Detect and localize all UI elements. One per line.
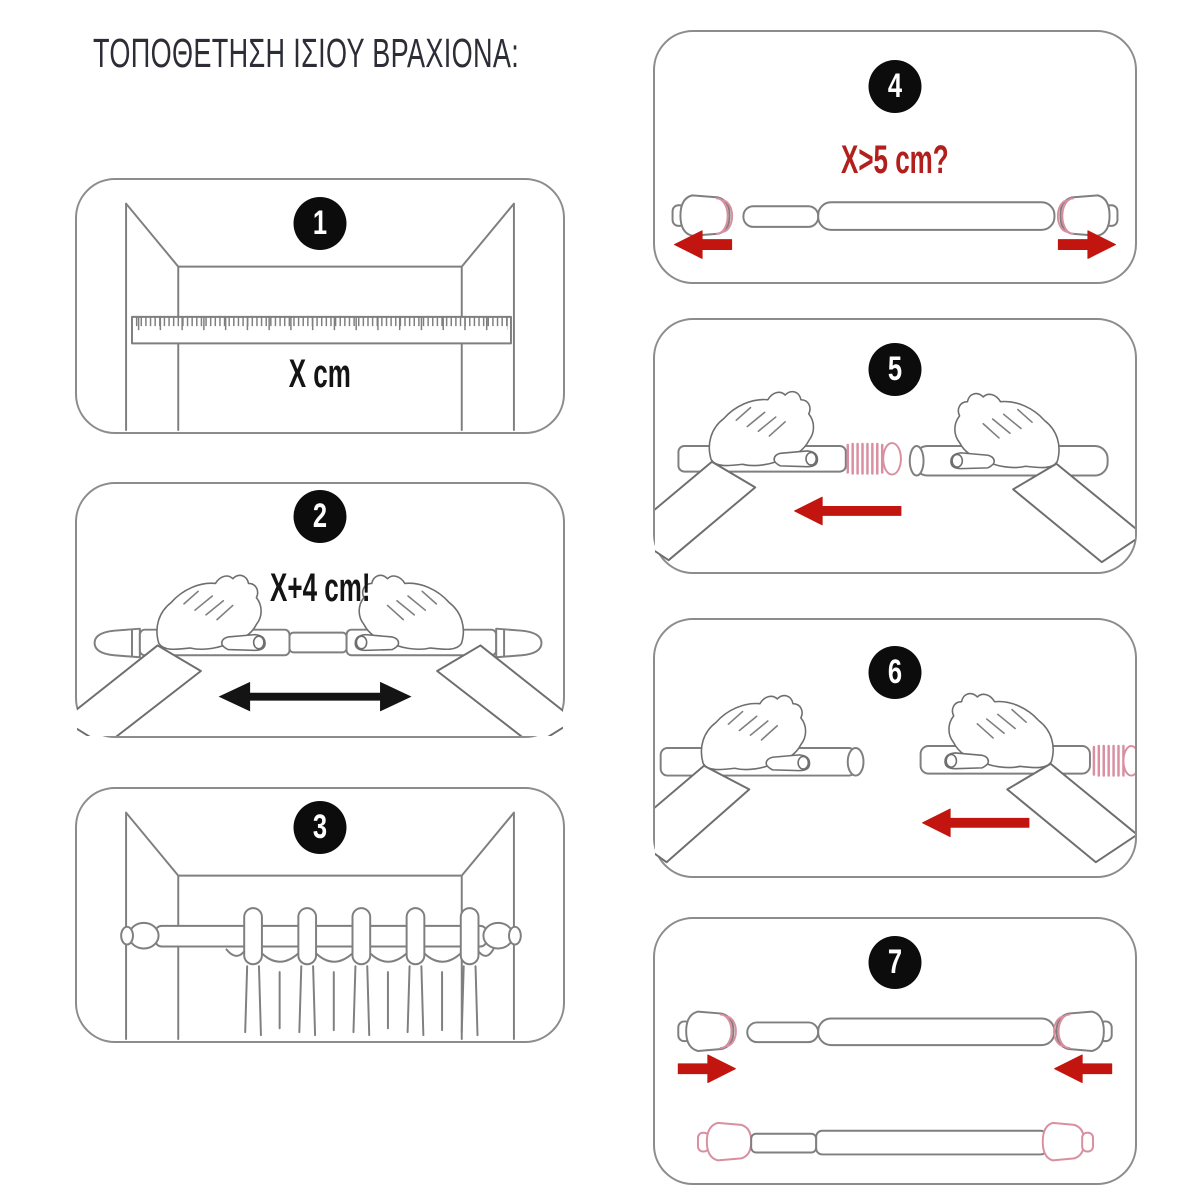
right-arm (1013, 464, 1135, 562)
step-panel-6 (653, 618, 1137, 878)
curtain-loop (298, 908, 316, 964)
curtain-loop (407, 908, 425, 964)
step-number-badge: 1 (294, 197, 347, 250)
step-panel-5 (653, 318, 1137, 574)
step-panel-3 (75, 787, 565, 1043)
curtain-loop (352, 908, 370, 964)
step-number-badge: 4 (869, 60, 922, 113)
arrow-left-icon (795, 497, 901, 525)
right-hand (945, 694, 1053, 769)
step-number-badge: 3 (294, 801, 347, 854)
arrow-left-icon (1055, 1055, 1112, 1083)
curtain-loop (461, 908, 479, 964)
step-number-badge: 2 (294, 490, 347, 543)
left-arm (655, 766, 749, 862)
left-hand (709, 392, 817, 467)
step-panel-2 (75, 482, 565, 738)
step-panel-1 (75, 178, 565, 434)
assembled-left-cap (707, 1123, 751, 1160)
spring-coil (1094, 746, 1124, 776)
step-panel-7 (653, 917, 1137, 1185)
arrow-right-icon (678, 1055, 735, 1083)
step-panel-4 (653, 30, 1137, 284)
curtain-rod (156, 926, 487, 947)
excess-length-label: X>5 cm? (841, 138, 949, 182)
page-title: ΤΟΠΟΘΕΤΗΣΗ ΙΣΙΟΥ ΒΡΑΧΙΟΝΑ: (93, 30, 520, 76)
curtain-folds (245, 966, 477, 1035)
extend-double-arrow-icon (219, 682, 412, 712)
left-hand (701, 696, 809, 771)
extension-label: X+4 cm! (269, 566, 371, 610)
arrow-left-icon (923, 809, 1029, 837)
step-number-badge: 7 (869, 936, 922, 989)
left-arm (77, 645, 201, 736)
right-arm (1007, 764, 1135, 862)
spring-coil (848, 444, 882, 474)
step-number-badge: 6 (869, 646, 922, 699)
right-hand (951, 394, 1059, 469)
right-arm (437, 645, 563, 736)
curtain-loop (244, 908, 262, 964)
assembled-right-cap (1043, 1123, 1084, 1160)
step-number-badge: 5 (869, 343, 922, 396)
left-arm (655, 462, 755, 560)
measurement-label: X cm (288, 352, 352, 396)
